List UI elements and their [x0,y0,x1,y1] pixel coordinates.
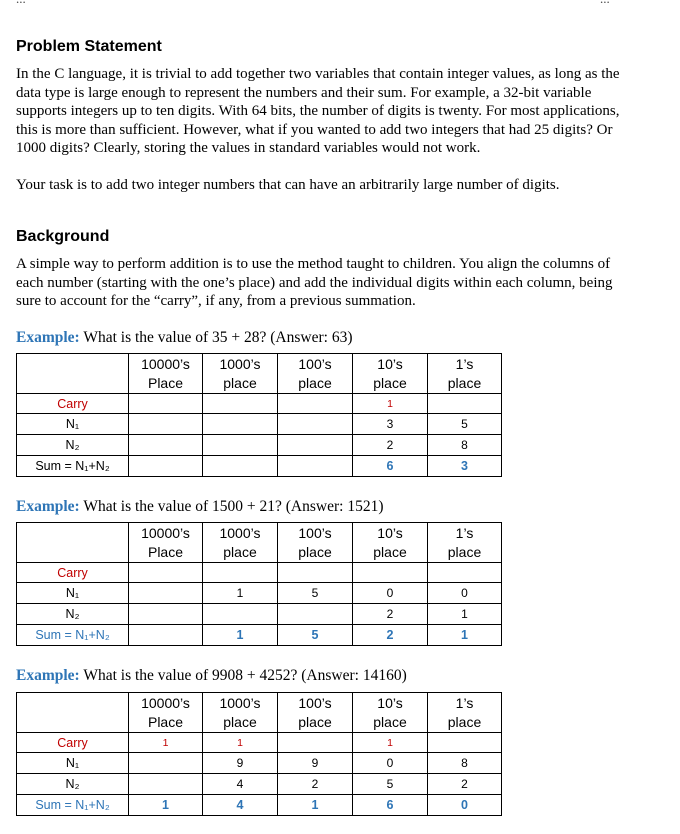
n1-cell: 0 [353,583,428,604]
sum-cell [203,456,278,477]
n2-cell: 5 [353,774,428,795]
sum-cell: 0 [428,795,502,816]
header-10000s: 10000’s Place [129,523,203,563]
n1-cell: 0 [428,583,502,604]
carry-cell [203,563,278,583]
n1-cell: 5 [278,583,353,604]
sum-cell: 5 [278,625,353,646]
sum-cell [129,625,203,646]
carry-cell: 1 [129,733,203,753]
header-1000s: 1000’s place [203,354,278,394]
carry-label: Carry [17,563,129,583]
n1-cell: 0 [353,753,428,774]
n1-cell: 9 [278,753,353,774]
sum-label: Sum = N₁+N₂ [17,625,129,646]
n2-cell: 2 [278,774,353,795]
n1-label: N₁ [17,753,129,774]
header-1s: 1’s place [428,693,502,733]
n1-cell [129,753,203,774]
sum-cell: 1 [278,795,353,816]
example-3-table [16,692,502,816]
n2-cell: 8 [428,435,502,456]
task-paragraph: Your task is to add two integer numbers that can have an arbitrarily large number of digits. [16,177,560,193]
n1-cell [129,583,203,604]
example-1-table [16,353,502,477]
sum-cell [278,456,353,477]
table-header-row [17,523,502,563]
carry-cell [278,563,353,583]
n2-row [17,604,502,625]
n2-cell: 2 [353,604,428,625]
header-1000s: 1000’s place [203,693,278,733]
header-1000s: 1000’s place [203,523,278,563]
empty-header-cell [17,693,129,733]
example-2-table [16,522,502,646]
carry-cell [278,394,353,414]
n2-cell: 1 [428,604,502,625]
n2-cell: 2 [353,435,428,456]
header-10000s: 10000’s Place [129,354,203,394]
carry-cell [428,394,502,414]
sum-cell: 1 [428,625,502,646]
n2-cell [203,604,278,625]
header-100s: 100’s place [278,354,353,394]
example-question: What is the value of 1500 + 21? (Answer: 1521) [83,498,384,515]
example-2-question [16,498,383,516]
example-3-question [16,667,407,685]
sum-row [17,456,502,477]
n1-cell [129,414,203,435]
carry-cell [129,563,203,583]
example-1-question [16,329,352,347]
carry-cell: 1 [353,394,428,414]
n2-cell [203,435,278,456]
carry-cell [428,733,502,753]
sum-cell: 1 [203,625,278,646]
carry-row [17,733,502,753]
sum-cell: 4 [203,795,278,816]
carry-label: Carry [17,394,129,414]
n2-cell [278,604,353,625]
top-fragment-right [600,0,610,7]
table-header-row [17,354,502,394]
top-cropped-text [0,0,680,6]
n2-label: N₂ [17,774,129,795]
n2-label: N₂ [17,435,129,456]
empty-header-cell [17,523,129,563]
carry-row [17,563,502,583]
sum-label: Sum = N₁+N₂ [17,456,129,477]
n1-label: N₁ [17,414,129,435]
sum-cell: 6 [353,795,428,816]
example-label: Example: [16,329,80,346]
problem-heading: Problem Statement [16,38,162,55]
example-question: What is the value of 9908 + 4252? (Answer: 14160) [83,667,407,684]
n1-cell [278,414,353,435]
background-heading: Background [16,228,110,245]
problem-paragraph: In the C language, it is trivial to add together two variables that contain integer values, as long as the data type is large enough to represent the numbers and their sum. For example, a 32-bit variable supports integers up to ten digits. With 64 bits, the number of digits is twenty. For most applications, this is more than sufficient. However, what if you wanted to add two integers that had 25 digits? Or 1000 digits? Clearly, storing the values in standard variables would not work. [16,66,620,156]
sum-cell [129,456,203,477]
header-100s: 100’s place [278,523,353,563]
n2-cell: 2 [428,774,502,795]
header-1s: 1’s place [428,523,502,563]
header-10s: 10’s place [353,523,428,563]
sum-cell: 3 [428,456,502,477]
sum-cell: 1 [129,795,203,816]
example-label: Example: [16,667,80,684]
header-10s: 10’s place [353,354,428,394]
carry-cell [353,563,428,583]
n1-cell: 3 [353,414,428,435]
sum-row [17,625,502,646]
n1-label: N₁ [17,583,129,604]
carry-cell [203,394,278,414]
n2-row [17,774,502,795]
header-10000s: 10000’s Place [129,693,203,733]
carry-cell [278,733,353,753]
n1-row [17,583,502,604]
carry-cell: 1 [353,733,428,753]
n1-cell: 8 [428,753,502,774]
sum-cell: 6 [353,456,428,477]
n1-row [17,753,502,774]
n2-cell [129,604,203,625]
table-header-row [17,693,502,733]
empty-header-cell [17,354,129,394]
example-question: What is the value of 35 + 28? (Answer: 63) [83,329,353,346]
n2-cell [129,435,203,456]
sum-label: Sum = N₁+N₂ [17,795,129,816]
carry-row [17,394,502,414]
sum-cell: 2 [353,625,428,646]
n1-cell: 1 [203,583,278,604]
header-10s: 10’s place [353,693,428,733]
carry-cell: 1 [203,733,278,753]
carry-cell [428,563,502,583]
example-label: Example: [16,498,80,515]
n2-cell [278,435,353,456]
n2-cell [129,774,203,795]
header-1s: 1’s place [428,354,502,394]
n1-cell [203,414,278,435]
n1-cell: 9 [203,753,278,774]
top-fragment-left [16,0,26,7]
n2-row [17,435,502,456]
header-100s: 100’s place [278,693,353,733]
n2-label: N₂ [17,604,129,625]
n1-row [17,414,502,435]
carry-label: Carry [17,733,129,753]
sum-row [17,795,502,816]
carry-cell [129,394,203,414]
n1-cell: 5 [428,414,502,435]
background-paragraph: A simple way to perform addition is to use the method taught to children. You align the columns of each number (starting with the one’s place) and add the individual digits within each column, being sure to account for the “carry”, if any, from a previous summation. [16,256,613,309]
n2-cell: 4 [203,774,278,795]
